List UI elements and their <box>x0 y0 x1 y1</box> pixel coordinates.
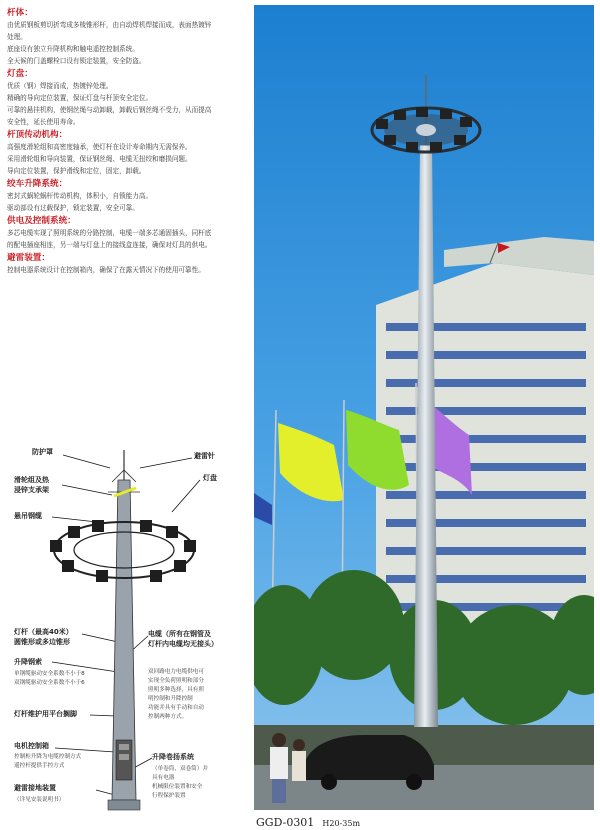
cable-description-5: 功能并具有手动和自动 <box>148 705 204 711</box>
label-cable-note: 灯杆内电缆均无接头） <box>148 640 218 648</box>
cable-description-1: 双回路电力电缆供电可 <box>148 669 204 675</box>
label-pulley-support: 浸锌支承架 <box>14 486 49 494</box>
spec-line: 高强度滑轮组和高密度轴承，使灯杆在设计寿命期内无需保养。 <box>7 143 192 151</box>
label-grounding: 避雷接地装置 <box>14 784 56 792</box>
label-lightning-rod: 避雷针 <box>194 452 215 460</box>
hoist-note-1: （单卷筒，双卷筒）并 <box>152 766 208 772</box>
spec-line: 由优质钢板剪切折弯成多棱锥形杆，由自动焊机焊接而成，表面热镀锌 <box>7 21 212 29</box>
spec-line: 安全性，延长使用寿命。 <box>7 118 80 126</box>
spec-line: 多芯电缆实现了照明系统的分路控制，电缆一端多芯通固插头，同杆底 <box>7 229 212 237</box>
spec-list <box>7 6 247 276</box>
section-title: 杆顶传动机构： <box>7 130 68 140</box>
lifting-note-2: 双钢缆驱动安全系数不小于6 <box>14 680 85 686</box>
label-cable: 电缆（所有在钢管及 <box>148 630 211 638</box>
spec-line: 控制电器系统设计在控制箱内，确保了在露天情况下的使用可靠性。 <box>7 266 205 274</box>
label-protective-cover: 防护罩 <box>32 448 53 456</box>
section-title: 供电及控制系统： <box>7 216 76 226</box>
lamp-ring <box>372 107 480 152</box>
height-range: H20-35m <box>322 819 361 828</box>
product-photo <box>254 5 594 810</box>
label-pole: 灯杆（最高40米） <box>14 628 73 636</box>
spec-line: 底座设有独立升降机构和触电遥控控制系统。 <box>7 45 139 53</box>
diagram-base-cabinet <box>116 740 132 780</box>
spec-line: 采用滑轮组和导向装置，保证钢丝绳、电缆无扭绞和磨损问题。 <box>7 155 192 163</box>
building <box>376 237 594 645</box>
spec-line: 可靠的悬挂机构，使钢丝绳与动卸载，卸载后钢丝绳不受力，从而提高 <box>7 106 212 114</box>
label-suspension-cable: 悬吊钢缆 <box>14 512 42 520</box>
spec-section-pole <box>7 8 247 67</box>
label-maintenance-platform: 灯杆维护用平台搁脚 <box>14 710 77 718</box>
hoist-note-3: 机械限位装置和安全 <box>152 784 203 790</box>
cable-description-2: 实现全负荷照明和部分 <box>148 678 204 684</box>
section-title: 杆体： <box>7 8 33 18</box>
hoist-note-2: 具有电器 <box>152 775 175 781</box>
grounding-note: （详见安装说明书） <box>14 797 65 803</box>
spec-section-lamp-panel <box>7 69 247 128</box>
cable-description-4: 明控制和升降控制 <box>148 696 193 702</box>
cable-description-3: 照明多种选择，具有照 <box>148 687 204 693</box>
lifting-note-1: 单钢缆驱动安全系数不小于8 <box>14 671 85 677</box>
spec-line: 密封式蜗轮蜗杆传动机构，体积小，自锁能力高。 <box>7 192 153 200</box>
spec-line: 精确的导向定位装置，保证灯盘与杆顶安全定位。 <box>7 94 153 102</box>
label-pulley: 滑轮组及热 <box>14 476 49 484</box>
spec-section-power <box>7 216 247 251</box>
spec-line: 全天候的门盖螺栓口设有锁定装置，安全防盗。 <box>7 57 146 65</box>
spec-line: 处理。 <box>7 33 27 41</box>
section-title: 绞车升降系统： <box>7 179 68 189</box>
label-pole-shape: 圆锥形或多边锥形 <box>14 638 70 646</box>
spec-section-top-drive <box>7 130 247 177</box>
spec-line: 的配电插座相连，另一端与灯盘上的接线盒连接，确保对灯具的供电。 <box>7 241 212 249</box>
cable-description-6: 控制两种方式。 <box>148 714 188 720</box>
structure-diagram <box>0 440 250 829</box>
label-lifting-cable: 升降钢索 <box>14 658 42 666</box>
control-note-1: 控制柜升降为电缆控制方式 <box>14 754 82 760</box>
spec-line: 优质（钢）焊接而成，热镀锌处理。 <box>7 82 113 90</box>
spec-line: 驱动部设有过载保护，锁定装置，安全可靠。 <box>7 204 139 212</box>
model-number: GGD-0301 <box>256 816 315 829</box>
section-title: 灯盘： <box>7 69 33 79</box>
spec-section-lightning <box>7 253 247 276</box>
spec-line: 导向定位装置，保护滑线和定位，固定，卸载。 <box>7 167 146 175</box>
section-title: 避雷装置： <box>7 253 50 263</box>
label-hoist-system: 升降卷扬系统 <box>152 753 194 761</box>
hoist-note-4: 行程保护装置 <box>152 793 186 799</box>
control-note-2: 遥控杆提供手控方式 <box>14 763 65 769</box>
spec-section-winch <box>7 179 247 214</box>
label-lamp-panel: 灯盘 <box>203 474 217 482</box>
photo-caption <box>256 811 360 830</box>
label-control-box: 电机控制箱 <box>14 742 49 750</box>
